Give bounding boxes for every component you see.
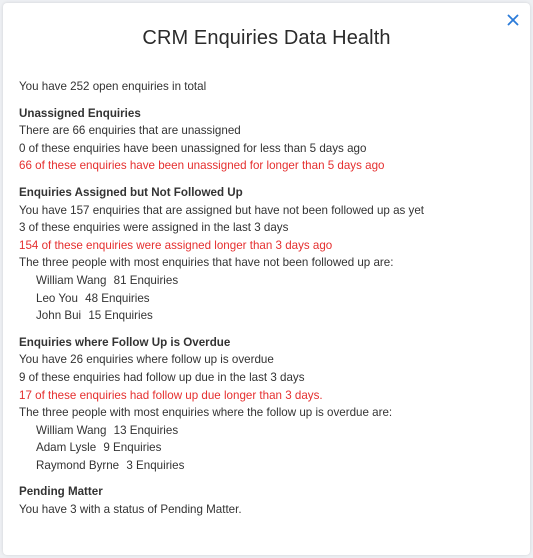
pending-line-1: You have 3 with a status of Pending Matter. [19, 503, 242, 517]
dialog-title: CRM Enquiries Data Health [142, 27, 391, 49]
unassigned-line-1: There are 66 enquiries that are unassigned [19, 124, 241, 138]
list-item [19, 290, 514, 308]
list-item [19, 272, 514, 290]
close-button[interactable] [505, 12, 521, 28]
overdue-line-4: The three people with most enquiries where the follow up is overdue are: [19, 406, 393, 420]
pending-heading: Pending Matter [19, 485, 103, 499]
list-item [19, 439, 514, 457]
person-name: William Wang [36, 423, 107, 437]
not-followed-up-line-1: You have 157 enquiries that are assigned but have not been followed up as yet [19, 203, 425, 217]
unassigned-warning: 66 of these enquiries have been unassigned for longer than 5 days ago [19, 159, 385, 173]
not-followed-up-warning: 154 of these enquiries were assigned longer than 3 days ago [19, 238, 333, 252]
list-item [19, 422, 514, 440]
overdue-warning: 17 of these enquiries had follow up due longer than 3 days. [19, 388, 323, 402]
person-name: Adam Lysle [36, 441, 97, 455]
person-count: 13 Enquiries [113, 423, 179, 437]
not-followed-up-heading: Enquiries Assigned but Not Followed Up [19, 185, 243, 199]
person-count: 9 Enquiries [103, 441, 162, 455]
person-count: 48 Enquiries [85, 291, 150, 305]
person-name: Raymond Byrne [36, 458, 120, 472]
unassigned-line-2: 0 of these enquiries have been unassigned for less than 5 days ago [19, 141, 367, 155]
not-followed-up-line-2: 3 of these enquiries were assigned in the last 3 days [19, 221, 289, 235]
close-icon[interactable] [505, 12, 521, 28]
overdue-heading: Enquiries where Follow Up is Overdue [19, 335, 231, 349]
person-count: 81 Enquiries [113, 273, 179, 287]
not-followed-up-line-4: The three people with most enquiries that have not been followed up are: [19, 256, 394, 270]
unassigned-heading: Unassigned Enquiries [19, 106, 141, 120]
person-name: Leo You [36, 291, 78, 305]
overdue-line-2: 9 of these enquiries had follow up due in the last 3 days [19, 370, 305, 384]
overdue-line-1: You have 26 enquiries where follow up is overdue [19, 353, 274, 367]
list-item [19, 457, 514, 475]
data-health-dialog [3, 3, 530, 555]
person-count: 3 Enquiries [126, 458, 185, 472]
person-count: 15 Enquiries [88, 309, 153, 323]
person-name: John Bui [36, 309, 82, 323]
dialog-content [19, 78, 514, 519]
list-item [19, 307, 514, 325]
person-name: William Wang [36, 273, 107, 287]
total-enquiries-text: You have 252 open enquiries in total [19, 80, 207, 93]
